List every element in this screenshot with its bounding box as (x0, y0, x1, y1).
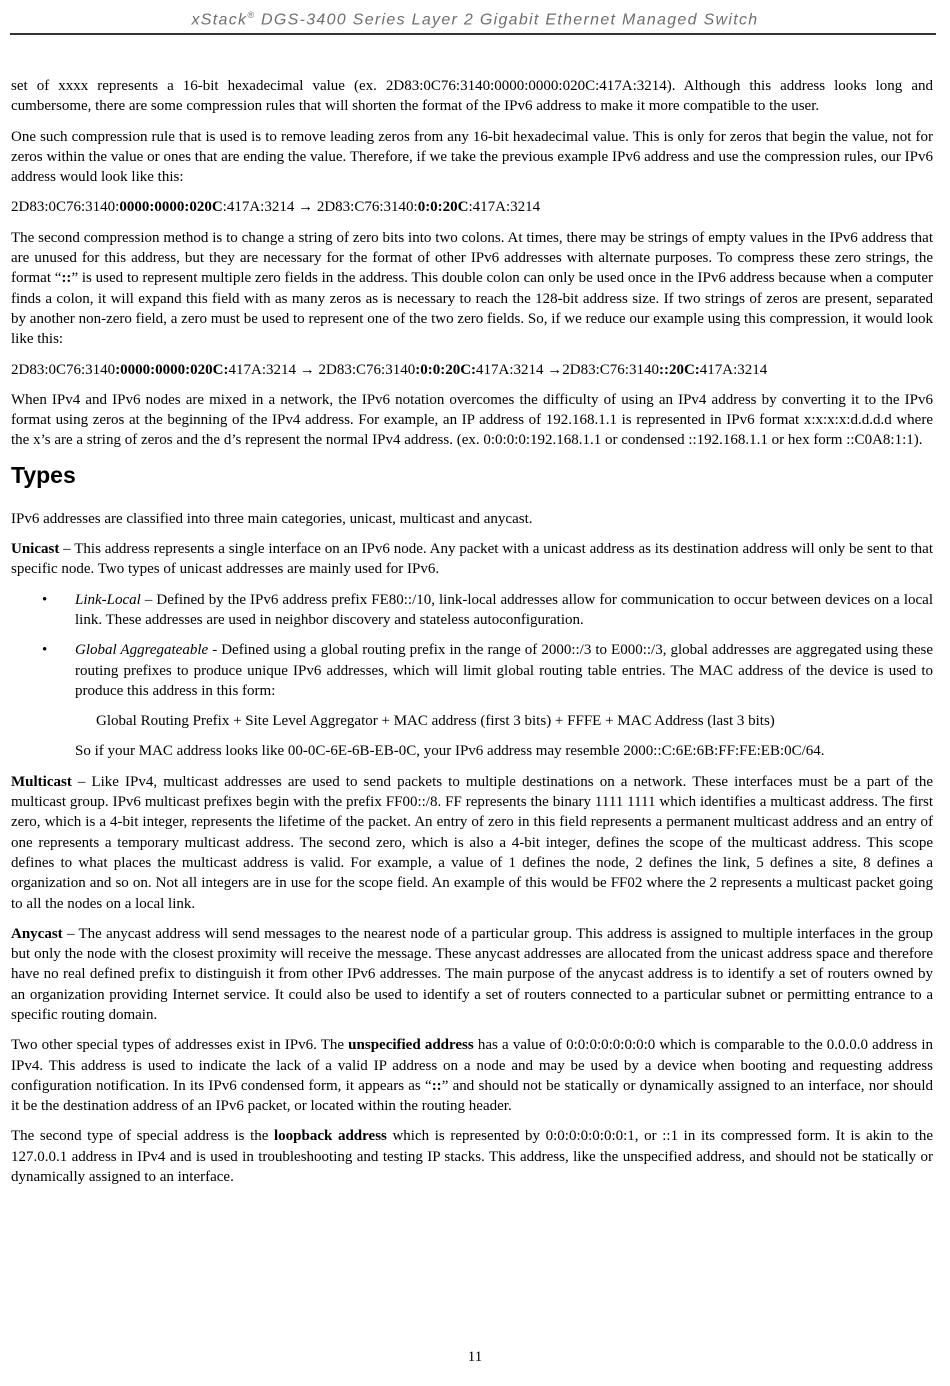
term-link-local: Link-Local (75, 591, 141, 608)
bullet-icon: • (42, 591, 48, 608)
example-bold: ::20C: (658, 361, 700, 378)
example-text: :417A:3214 (222, 199, 299, 216)
list-item-text: – Defined by the IPv6 address prefix FE80::/10, link-local addresses allow for communication to occur between devices on a local link. These addresses are used in neighbor discovery and stateless autoconfiguration. (75, 591, 933, 628)
page-number: 11 (467, 1349, 483, 1365)
term-unicast: Unicast (11, 541, 60, 558)
body-content (11, 76, 933, 1197)
arrow-icon: → (299, 361, 315, 378)
paragraph-multicast (11, 772, 933, 914)
list-item-text: - Defined using a global routing prefix in the range of 2000::/3 to E000::/3, global addresses are aggregated using these routing prefixes to produce unique IPv6 addresses, which will limit global routing table entries. The MAC address of the device is used to produce this address in this form: (75, 642, 933, 699)
header-title-rest: DGS-3400 Series Layer 2 Gigabit Ethernet Managed Switch (255, 11, 759, 29)
paragraph-text: – Like IPv4, multicast addresses are used to send packets to multiple destinations on a network. These interfaces must be a part of the multicast group. IPv6 multicast prefixes begin with the prefix FF00::/8. FF represents the binary 1111 1111 which identifies a multicast address. The first zero, which is a 4-bit integer, represents the lifetime of the packet. An entry of zero in this field represents a permanent multicast address and an entry of one represents a temporary multicast address. The second zero, which is also a 4-bit integer, defines the scope of the multicast address. This scope defines to what places the multicast address is valid. For example, a value of 1 defines the node, 2 defines the link, 5 defines a site, 8 defines a organization and so on. Not all integers are in use for the scope field. An example of this would be FF02 where the 2 represents a multicast packet going to all the nodes on a local link. (11, 773, 933, 912)
paragraph-intro: set of xxxx represents a 16-bit hexadecimal value (ex. 2D83:0C76:3140:0000:0000:020C:417A:3214). Although this address looks long and cumbersome, there are some compression rules that will shorten the format of the IPv6 address to make it more compatible to the user. (11, 78, 933, 115)
unicast-types-list (11, 590, 933, 701)
paragraph-double-colon (11, 228, 933, 350)
term-anycast: Anycast (11, 925, 63, 942)
example-text: 2D83:C76:3140: (313, 199, 418, 216)
example-text: 417A:3214 (476, 361, 548, 378)
paragraph-text: Two other special types of addresses exist in IPv6. The (11, 1037, 349, 1054)
paragraph-mac-example: So if your MAC address looks like 00-0C-6E-6B-EB-0C, your IPv6 address may resemble 2000::C:6E:6B:FF:FE:EB:0C/64. (75, 743, 825, 760)
paragraph-text: has a value of 0:0:0:0:0:0:0:0 which is comparable to the 0.0.0.0 address in IPv4. This address is used to indicate the lack of a valid IP address on a node and may be used by a device when booting and requesting address configuration notification. In its IPv6 condensed form, it appears as “ (11, 1037, 933, 1094)
paragraph-text: ” is used to represent multiple zero fields in the address. This double colon can only be used once in the IPv6 address because when a computer finds a colon, it will expand this field with as many zeros as is necessary to reach the 128-bit address size. If two strings of zeros are present, separated by another non-zero field, a zero must be used to represent one of the two zero fields. So, if we reduce our example using this compression, it would look like this: (11, 270, 934, 348)
registered-mark: ® (247, 10, 256, 20)
term-unspecified-address: unspecified address (348, 1037, 474, 1054)
example-text: :417A:3214 (468, 199, 541, 216)
list-item (11, 640, 933, 701)
example-text: 2D83:C76:3140 (314, 361, 416, 378)
list-item (11, 590, 933, 631)
paragraph-text: which is represented by 0:0:0:0:0:0:0:1, or ::1 in its compressed form. It is akin to the 127.0.0.1 address in IPv4 and is used in troubleshooting and testing IP stacks. This address, like the unspecified address, and should not be statically or dynamically assigned to an interface. (11, 1128, 933, 1186)
example-text: 2D83:0C76:3140 (11, 361, 116, 378)
paragraph-unspecified-address (11, 1035, 933, 1116)
running-header (0, 10, 950, 29)
example-text: 417A:3214 (699, 361, 768, 378)
bullet-icon: • (42, 642, 48, 659)
paragraph-compression-rule: One such compression rule that is used is to remove leading zeros from any 16-bit hexadecimal value. This is only for zeros that begin the value, not for zeros within the value or ones that are ending the value. Therefore, if we take the previous example IPv6 address and use the compression rules, our IPv6 address would look like this: (11, 128, 933, 186)
paragraph-text: – The anycast address will send messages to the nearest node of a particular group. This address is assigned to multiple interfaces in the group but only the node with the closest proximity will receive the message. These anycast addresses are allocated from the unicast address space and therefore have no real defined prefix to distinguish it from other IPv6 addresses. The main purpose of the anycast address is to identify a set of routers owned by an organization providing Internet service. It could also be used to identify a set of routers connected to a particular subnet or permitting entrance to a specific routing domain. (11, 925, 933, 1023)
example-bold: 0:0:20C (417, 199, 469, 216)
double-colon-bold: :: (61, 270, 72, 287)
example-leading-zeros (11, 197, 933, 217)
term-multicast: Multicast (11, 773, 72, 790)
header-title-prefix: xStack (191, 11, 248, 29)
paragraph-text: – This address represents a single interface on an IPv6 node. Any packet with a unicast address as its destination address will only be sent to that specific node. Two types of unicast addresses are mainly used for IPv6. (11, 541, 933, 578)
paragraph-ipv4-mixed: When IPv4 and IPv6 nodes are mixed in a network, the IPv6 notation overcomes the difficulty of using an IPv4 address by converting it to the IPv6 format using zeros at the beginning of the IPv4 address. For example, an IP address of 192.168.1.1 is represented in IPv6 format x:x:x:x:d.d.d.d where the x’s are a string of zeros and the d’s represent the normal IPv4 address. (ex. 0:0:0:0:192.168.1.1 or condensed ::192.168.1.1 or hex form ::C0A8:1:1). (11, 391, 933, 449)
term-global-aggregateable: Global Aggregateable (75, 642, 209, 659)
paragraph-text: The second compression method is to change a string of zero bits into two colons. At times, there may be strings of empty values in the IPv6 address that are unused for this address, but they are necessary for the format of other IPv6 addresses with alternate purposes. To compress these zero strings, the format “ (11, 229, 933, 287)
arrow-icon: → (298, 199, 314, 216)
arrow-icon: → (547, 361, 563, 378)
example-bold: :0000:0000:020C: (115, 361, 229, 378)
example-bold: :0:0:20C: (415, 361, 477, 378)
example-text: 2D83:C76:3140 (562, 361, 659, 378)
paragraph-text: ” and should not be statically or dynamically assigned to an interface, nor should it be the destination address of an IPv6 packet, or located within the routing header. (11, 1077, 933, 1115)
example-double-colon (11, 360, 933, 380)
address-formula: Global Routing Prefix + Site Level Aggregator + MAC address (first 3 bits) + FFFE + MAC Address (last 3 bits) (96, 713, 775, 730)
paragraph-categories: IPv6 addresses are classified into three main categories, unicast, multicast and anycast. (11, 510, 533, 527)
paragraph-anycast (11, 924, 933, 1025)
double-colon-bold: :: (431, 1077, 442, 1094)
paragraph-loopback-address (11, 1126, 933, 1187)
paragraph-text: The second type of special address is the (11, 1128, 275, 1145)
section-heading-types: Types (11, 461, 76, 488)
header-rule (10, 33, 936, 35)
example-text: 2D83:0C76:3140: (11, 199, 120, 216)
example-bold: 0000:0000:020C (119, 199, 223, 216)
term-loopback-address: loopback address (274, 1128, 387, 1145)
example-text: 417A:3214 (228, 361, 300, 378)
paragraph-unicast (11, 539, 933, 580)
